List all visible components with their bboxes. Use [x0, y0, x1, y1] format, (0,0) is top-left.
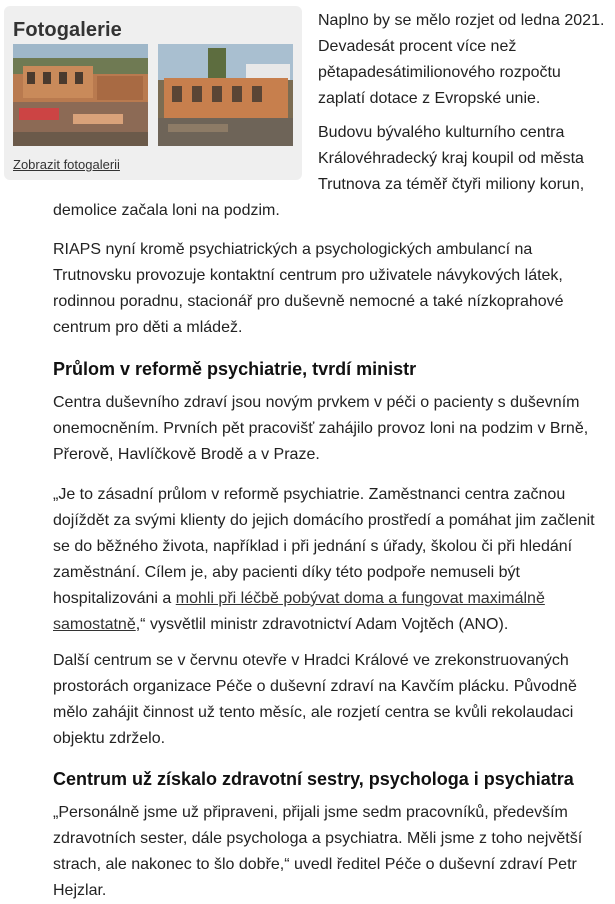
paragraph-2-part-2: demolice začala loni na podzim. — [53, 202, 280, 219]
gallery-title: Fotogalerie — [13, 19, 122, 41]
gallery-photo-1[interactable] — [13, 44, 148, 146]
paragraph-2-part-1: Budovu bývalého kulturního centra Královéhradecký kraj koupil od města Trutnova za téměř čtyři miliony korun, — [318, 124, 585, 193]
paragraph-4: Centra duševního zdraví jsou novým prvkem v péči o pacienty s duševním onemocněním. Prvních pět pracovišť zahájilo provoz loni na podzim v Brně, Přerově, Havlíčkově Brodě a v Praze. — [53, 394, 589, 463]
paragraph-6: Další centrum se v červnu otevře v Hradci Králové ve zrekonstruovaných prostorách organizace Péče o duševní zdraví na Kavčím plácku. Původně mělo zahájit činnost už tento měsíc, ale rozjetí centra se kvůli rekolaudaci objektu zdrželo. — [53, 652, 577, 747]
gallery-photo-2[interactable] — [158, 44, 293, 146]
quote-text-before-link: „Je to zásadní průlom v reformě psychiatrie. Zaměstnanci centra začnou dojíždět za svými klienty do jejich domácího prostředí a pomáhat jim začlenit se do běžného života, například i při jednání s úřady, školou či při hledání zaměstnání. Cílem je, aby pacienti díky této podpoře nemuseli být hospitalizováni a — [53, 486, 595, 607]
section-heading-2: Centrum už získalo zdravotní sestry, psychologa i psychiatra — [53, 769, 574, 789]
paragraph-1: Naplno by se mělo rozjet od ledna 2021. Devadesát procent více než pětapadesátimilionového rozpočtu zaplatí dotace z Evropské unie. — [318, 12, 605, 107]
section-heading-1: Průlom v reformě psychiatrie, tvrdí ministr — [53, 359, 417, 379]
paragraph-5-quote — [53, 482, 609, 638]
paragraph-7-quote: „Personálně jsme už připraveni, přijali jsme sedm pracovníků, především zdravotních sester, dále psychologa a psychiatra. Měli jsme z toho největší strach, ale nakonec to šlo dobře,“ uvedl ředitel Péče o duševní zdraví Petr Hejzlar. — [53, 804, 583, 899]
photo-gallery-box — [4, 6, 302, 180]
construction-photo-1-image — [13, 44, 148, 146]
paragraph-3: RIAPS nyní kromě psychiatrických a psychologických ambulancí na Trutnovsku provozuje kontaktní centrum pro uživatele návykových látek, rodinnou poradnu, stacionář pro duševně nemocné a také nízkoprahové centrum pro děti a mládež. — [53, 241, 564, 336]
inline-article-link[interactable]: mohli při léčbě pobývat doma a fungovat maximálně samostatně — [53, 590, 545, 633]
construction-photo-2-image — [158, 44, 293, 146]
show-gallery-link[interactable]: Zobrazit fotogalerii — [13, 157, 120, 172]
quote-text-after-link: ,“ vysvětlil ministr zdravotnictví Adam Vojtěch (ANO). — [135, 616, 509, 633]
